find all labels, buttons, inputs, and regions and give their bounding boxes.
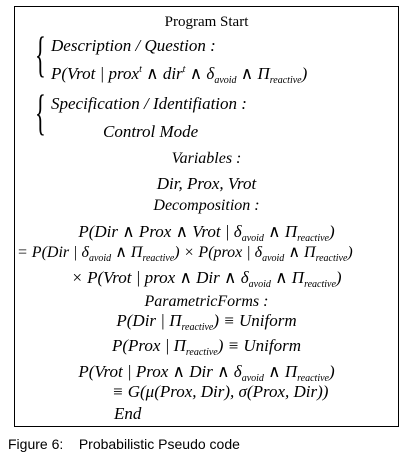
- parametric-form-prox: P(Prox | $\Pi_{reactive}$) ≡ Uniform: [111, 336, 301, 358]
- description-brace: {: [35, 26, 46, 82]
- end-label: End: [114, 404, 142, 423]
- control-mode: Control Mode: [103, 122, 199, 141]
- question-formula: P(Vrot | prox$^t$ ∧ dir$^t$ ∧ $\delta_{avoid}$ ∧ $\Pi_{reactive}$): [51, 64, 308, 86]
- parametric-forms-label: ParametricForms :: [144, 293, 269, 310]
- pseudo-code-box: [14, 6, 399, 427]
- figure-caption-text: Probabilistic Pseudo code: [78, 436, 240, 452]
- parametric-form-dir: P(Dir | $\Pi_{reactive}$) ≡ Uniform: [116, 311, 297, 333]
- decomposition-line-3: × P(Vrot | prox ∧ Dir ∧ $\delta_{avoid}$ ∧ $\Pi_{reactive}$): [71, 268, 342, 290]
- decomposition-label: Decomposition :: [153, 197, 260, 214]
- specification-heading: Specification / Identifiation :: [51, 94, 247, 113]
- decomposition-line-1: P(Dir ∧ Prox ∧ Vrot | $\delta_{avoid}$ ∧ $\Pi_{reactive}$): [78, 222, 335, 244]
- figure-caption: [8, 436, 240, 452]
- specification-brace: {: [35, 84, 46, 140]
- description-heading: Description / Question :: [51, 36, 216, 55]
- decomposition-line-2: = P(Dir | $\delta_{avoid}$ ∧ $\Pi_{reactive}$) × P(prox | $\delta_{avoid}$ ∧ $\Pi_{reactive}$): [17, 244, 353, 264]
- parametric-form-vrot: P(Vrot | Prox ∧ Dir ∧ $\delta_{avoid}$ ∧ $\Pi_{reactive}$): [78, 362, 335, 384]
- parametric-form-gaussian: ≡ G(μ(Prox, Dir), σ(Prox, Dir)): [112, 382, 329, 401]
- variables-list: Dir, Prox, Vrot: [156, 174, 257, 193]
- program-start-title: Program Start: [164, 14, 249, 30]
- variables-label: Variables :: [171, 150, 242, 167]
- figure-number: Figure 6:: [8, 436, 64, 452]
